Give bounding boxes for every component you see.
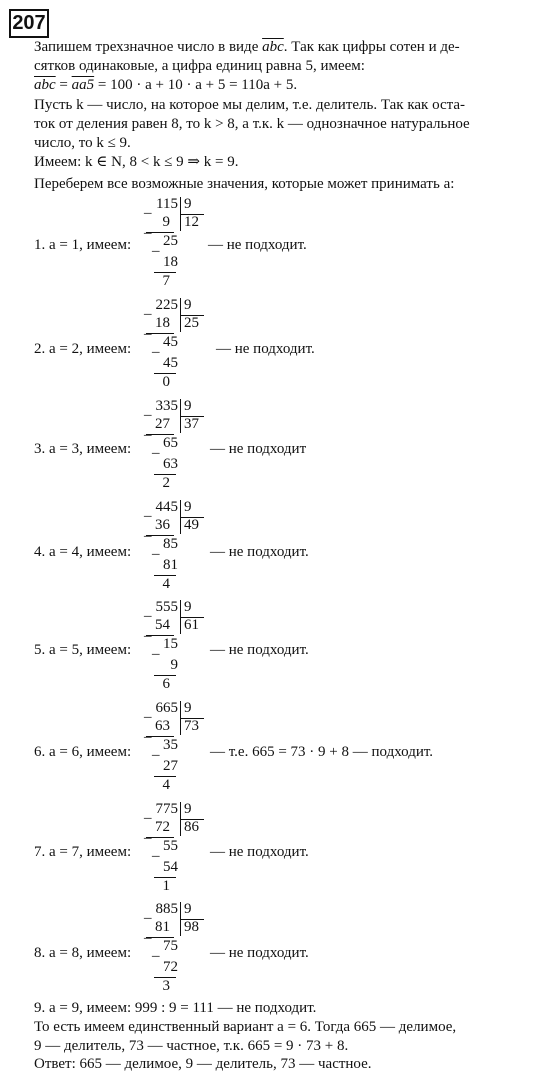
enumerate-intro: Переберем все возможные значения, которые может принимать a: [34, 176, 455, 192]
first-remainder: 15 [163, 636, 178, 652]
second-subtrahend: 9 [170, 657, 178, 673]
case-note: — не подходит [210, 441, 307, 457]
case-label: 6. a = 6, имеем: [34, 744, 132, 760]
remainder: 4 [162, 576, 170, 592]
divisor-line-1: Пусть k — число, на которое мы делим, т.е. делитель. Так как оста- [34, 97, 466, 113]
minus-sign: _ [144, 724, 152, 740]
long-division [144, 599, 224, 695]
first-subtrahend: 18 [155, 315, 170, 331]
second-subtrahend: 45 [163, 355, 178, 371]
quotient: 25 [184, 315, 199, 331]
dividend: 555 [155, 599, 178, 615]
second-subtrahend: 54 [163, 859, 178, 875]
minus-sign: _ [144, 200, 152, 216]
conclusion-line-2: 9 — делитель, 73 — частное, т.к. 665 = 9 · 73 + 8. [34, 1038, 349, 1054]
minus-sign: _ [144, 925, 152, 941]
case-label: 7. a = 7, имеем: [34, 844, 132, 860]
long-division [144, 297, 224, 393]
remainder: 6 [162, 676, 170, 692]
minus-sign: _ [152, 440, 160, 456]
long-division [144, 499, 224, 595]
minus-sign: _ [144, 523, 152, 539]
second-subtrahend: 72 [163, 959, 178, 975]
divisor: 9 [184, 297, 192, 313]
minus-sign: _ [144, 220, 152, 236]
remainder: 1 [162, 878, 170, 894]
quotient: 61 [184, 617, 199, 633]
case-note: — не подходит. [208, 237, 307, 253]
abc-notation: $\overline{abc}$ [262, 39, 284, 55]
case-note: — не подходит. [210, 642, 309, 658]
first-subtrahend: 27 [155, 416, 170, 432]
first-remainder: 75 [163, 938, 178, 954]
first-subtrahend: 63 [155, 718, 170, 734]
case-label: 3. a = 3, имеем: [34, 441, 132, 457]
minus-sign: _ [144, 422, 152, 438]
remainder: 0 [162, 374, 170, 390]
case-9: 9. a = 9, имеем: 999 : 9 = 111 — не подходит. [34, 1000, 317, 1016]
case-note: — не подходит. [210, 544, 309, 560]
remainder: 7 [162, 273, 170, 289]
case-note: — не подходит. [216, 341, 315, 357]
answer-line: Ответ: 665 — делимое, 9 — делитель, 73 — частное. [34, 1056, 372, 1072]
remainder: 3 [162, 978, 170, 994]
first-subtrahend: 72 [155, 819, 170, 835]
divisor: 9 [184, 801, 192, 817]
divisor: 9 [184, 398, 192, 414]
quotient: 98 [184, 919, 199, 935]
divisor: 9 [184, 599, 192, 615]
case-note: — не подходит. [210, 844, 309, 860]
quotient: 49 [184, 517, 199, 533]
remainder: 2 [162, 475, 170, 491]
minus-sign: _ [152, 339, 160, 355]
divisor-line-4: Имеем: k ∈ N, 8 < k ≤ 9 ⇒ k = 9. [34, 154, 239, 170]
dividend: 775 [155, 801, 178, 817]
divisor: 9 [184, 499, 192, 515]
minus-sign: _ [144, 402, 152, 418]
minus-sign: _ [152, 843, 160, 859]
minus-sign: _ [152, 742, 160, 758]
first-remainder: 55 [163, 838, 178, 854]
dividend: 885 [155, 901, 178, 917]
quotient: 37 [184, 416, 199, 432]
dividend: 115 [156, 196, 178, 212]
divisor-line-2: ток от деления равен 8, то k > 8, а т.к. k — однозначное натуральное [34, 116, 470, 132]
quotient: 12 [184, 214, 199, 230]
minus-sign: _ [144, 503, 152, 519]
minus-sign: _ [144, 905, 152, 921]
minus-sign: _ [144, 321, 152, 337]
minus-sign: _ [152, 943, 160, 959]
long-division [144, 196, 224, 292]
second-subtrahend: 81 [163, 557, 178, 573]
quotient: 73 [184, 718, 199, 734]
case-label: 2. a = 2, имеем: [34, 341, 132, 357]
case-note: — не подходит. [210, 945, 309, 961]
case-label: 4. a = 4, имеем: [34, 544, 132, 560]
dividend: 335 [155, 398, 178, 414]
minus-sign: _ [152, 641, 160, 657]
case-label: 5. a = 5, имеем: [34, 642, 132, 658]
first-remainder: 35 [163, 737, 178, 753]
long-division [144, 398, 224, 494]
first-remainder: 25 [163, 233, 178, 249]
case-label: 1. a = 1, имеем: [34, 237, 132, 253]
second-subtrahend: 18 [163, 254, 178, 270]
divisor-line-3: число, то k ≤ 9. [34, 135, 131, 151]
first-subtrahend: 36 [155, 517, 170, 533]
minus-sign: _ [144, 301, 152, 317]
minus-sign: _ [144, 825, 152, 841]
first-subtrahend: 81 [155, 919, 170, 935]
minus-sign: _ [144, 623, 152, 639]
divisor: 9 [184, 700, 192, 716]
case-note: — т.е. 665 = 73 · 9 + 8 — подходит. [210, 744, 434, 760]
minus-sign: _ [144, 704, 152, 720]
case-label: 8. a = 8, имеем: [34, 945, 132, 961]
divisor: 9 [184, 196, 192, 212]
minus-sign: _ [144, 805, 152, 821]
problem-number: 207 [9, 9, 49, 38]
minus-sign: _ [144, 603, 152, 619]
intro-line-2: сятков одинаковые, а цифра единиц равна 5, имеем: [34, 58, 365, 74]
first-remainder: 45 [163, 334, 178, 350]
second-subtrahend: 63 [163, 456, 178, 472]
intro-line-1: Запишем трехзначное число в виде $\overline{abc}$. Так как цифры сотен и де- [34, 39, 460, 55]
first-remainder: 65 [163, 435, 178, 451]
remainder: 4 [162, 777, 170, 793]
second-subtrahend: 27 [163, 758, 178, 774]
first-subtrahend: 9 [162, 214, 170, 230]
conclusion-line-1: То есть имеем единственный вариант a = 6. Тогда 665 — делимое, [34, 1019, 457, 1035]
divisor: 9 [184, 901, 192, 917]
intro-line-3: $\overline{abc} = aa5 = 100 \cdot a + 10 \cdot a + 5 = 110a + 5$. [34, 77, 298, 93]
long-division [144, 700, 224, 796]
quotient: 86 [184, 819, 199, 835]
first-subtrahend: 54 [155, 617, 170, 633]
minus-sign: _ [152, 238, 160, 254]
dividend: 225 [155, 297, 178, 313]
dividend: 665 [155, 700, 178, 716]
long-division [144, 901, 224, 997]
dividend: 445 [155, 499, 178, 515]
minus-sign: _ [152, 541, 160, 557]
first-remainder: 85 [163, 536, 178, 552]
long-division [144, 801, 224, 897]
